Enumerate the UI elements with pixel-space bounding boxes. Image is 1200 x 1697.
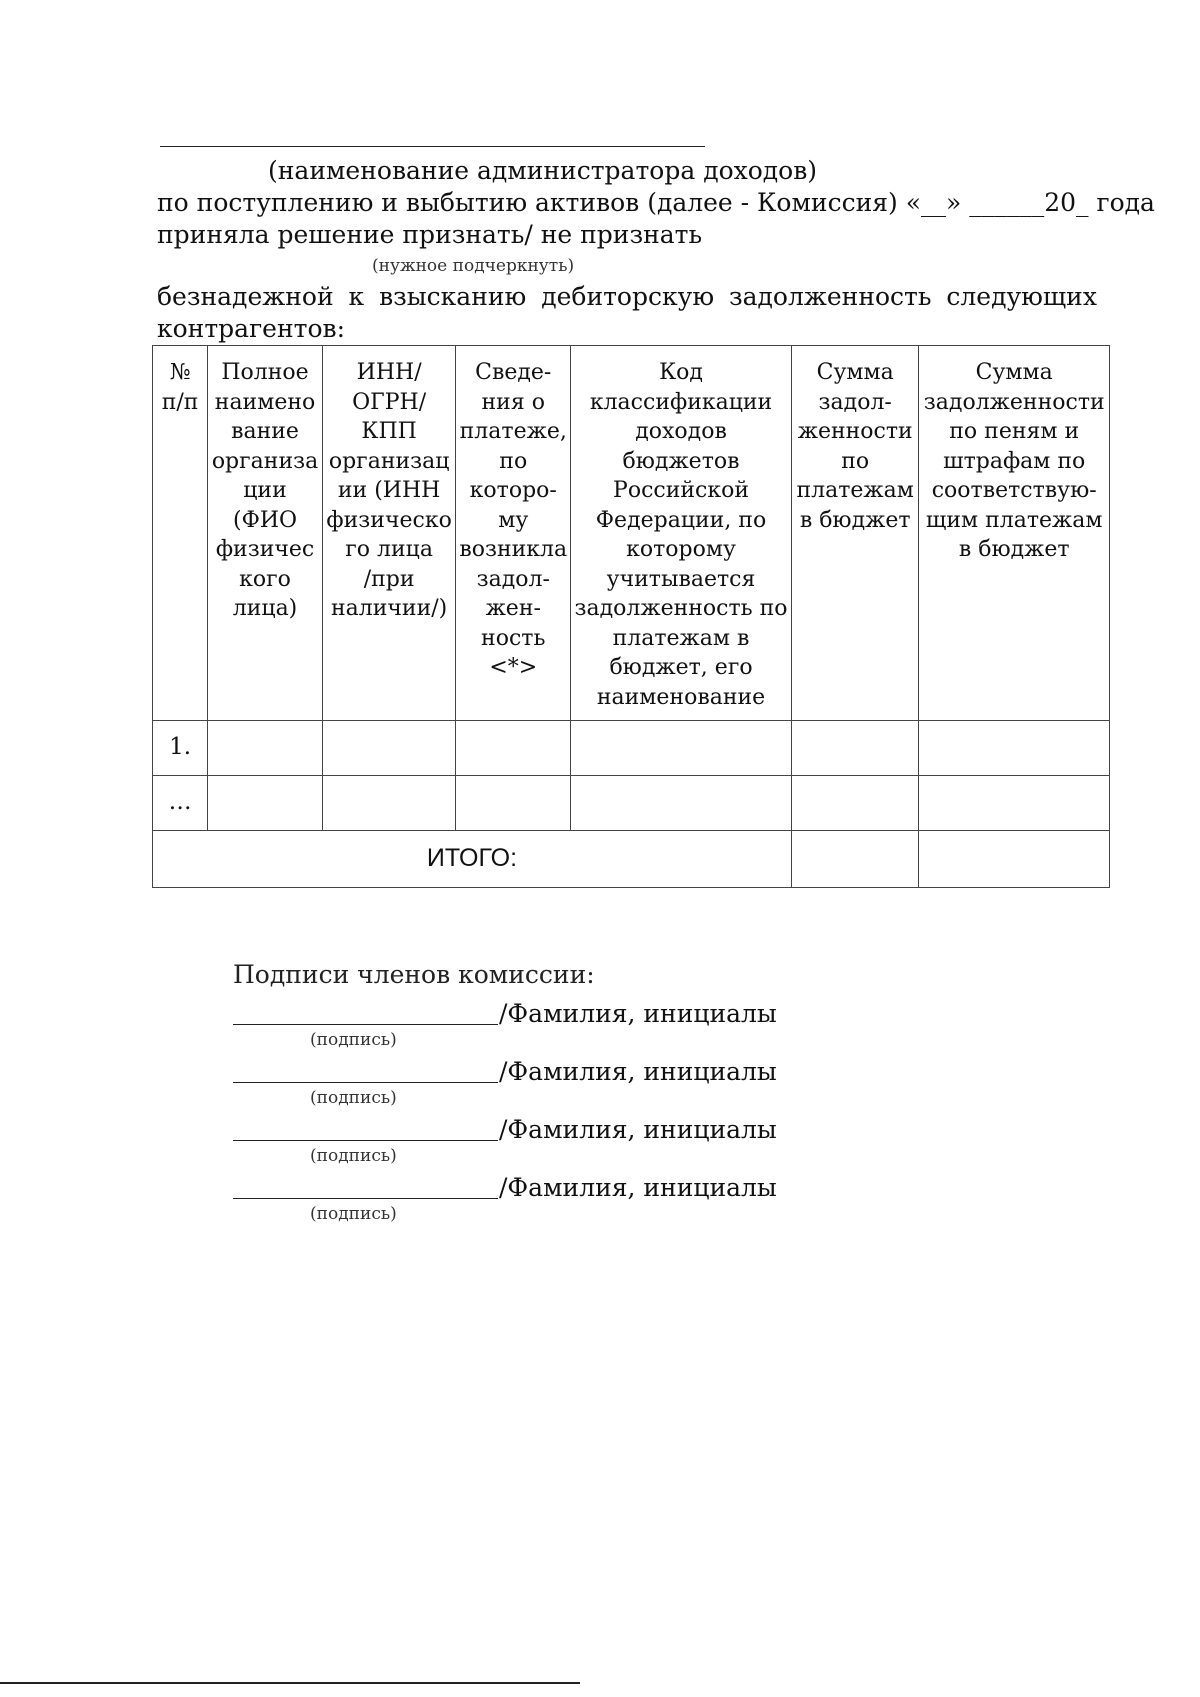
total-debt-cell [791, 831, 918, 888]
table-cell: … [153, 776, 208, 831]
decision-line: приняла решение признать/ не признать [157, 220, 703, 249]
header-organization-text: Полное наимено вание организа ции (ФИО физичес кого лица) [211, 360, 319, 621]
table-cell [456, 776, 571, 831]
debt-word: дебиторскую [541, 282, 715, 311]
signature-row [233, 1174, 833, 1232]
table-cell [791, 721, 918, 776]
total-row [153, 831, 1110, 888]
table-row [153, 721, 1110, 776]
commission-line [157, 188, 1155, 218]
header-inn-text: ИНН/ ОГРН/ КПП организац ии (ИНН физическо го лица /при наличии/) [326, 360, 452, 621]
debt-word: безнадежной [157, 282, 334, 311]
signature-name: /Фамилия, инициалы [499, 1173, 777, 1202]
total-penalty-cell [919, 831, 1110, 888]
signature-row [233, 1116, 833, 1174]
total-label: ИТОГО: [153, 831, 792, 888]
signature-caption: (подпись) [310, 1204, 397, 1224]
signature-caption: (подпись) [310, 1088, 397, 1108]
header-number [153, 346, 208, 721]
signature-name: /Фамилия, инициалы [499, 999, 777, 1028]
administrator-name-line [160, 146, 705, 147]
table-cell: 1. [153, 721, 208, 776]
signature-line [233, 1140, 498, 1141]
table-cell [571, 721, 792, 776]
table-cell [919, 776, 1110, 831]
signature-line [233, 1082, 498, 1083]
table-cell [322, 776, 456, 831]
signature-name: /Фамилия, инициалы [499, 1057, 777, 1086]
header-payment-info-text: Сведе- ния о платеже, по которо- му возникла задол- жен- ность <*> [459, 360, 568, 680]
signatures-title: Подписи членов комиссии: [233, 960, 595, 989]
header-payment-info [456, 346, 571, 721]
table-cell [571, 776, 792, 831]
signature-caption: (подпись) [310, 1146, 397, 1166]
header-penalty-sum [919, 346, 1110, 721]
debt-word: задолженность [729, 282, 932, 311]
table-cell [456, 721, 571, 776]
header-organization [208, 346, 323, 721]
table-cell [322, 721, 456, 776]
table-cell [208, 721, 323, 776]
header-number-text: № п/п [161, 360, 199, 415]
header-penalty-sum-text: Сумма задолженности по пеням и штрафам по соответствую- щим платежам в бюджет [923, 360, 1105, 562]
signature-caption: (подпись) [310, 1030, 397, 1050]
underline-note: (нужное подчеркнуть) [372, 256, 575, 276]
header-debt-sum-text: Сумма задол- женности по платежам в бюджет [796, 360, 914, 533]
table-header-row [153, 346, 1110, 721]
debt-word: взысканию [379, 282, 527, 311]
signature-row [233, 1058, 833, 1116]
debt-word: следующих [946, 282, 1097, 311]
signature-name: /Фамилия, инициалы [499, 1115, 777, 1144]
debt-line [157, 282, 1097, 312]
debt-table [152, 345, 1110, 888]
header-debt-sum [791, 346, 918, 721]
table-cell [919, 721, 1110, 776]
header-classification-code-text: Код классификации доходов бюджетов Российской Федерации, по которому учитывается задолженность по платежам в бюджет, его наименование [574, 360, 788, 710]
table-cell [208, 776, 323, 831]
counterparties-label: контрагентов: [157, 314, 346, 343]
bottom-rule [0, 1682, 580, 1684]
table-cell [791, 776, 918, 831]
signature-line [233, 1024, 498, 1025]
header-inn [322, 346, 456, 721]
debt-word: к [348, 282, 365, 311]
header-classification-code [571, 346, 792, 721]
table-row [153, 776, 1110, 831]
commission-text: по поступлению и выбытию активов (далее - Комиссия) «__» ______20_ года [157, 188, 1155, 217]
signature-line [233, 1198, 498, 1199]
signature-row [233, 1000, 833, 1058]
administrator-caption: (наименование администратора доходов) [268, 156, 818, 185]
